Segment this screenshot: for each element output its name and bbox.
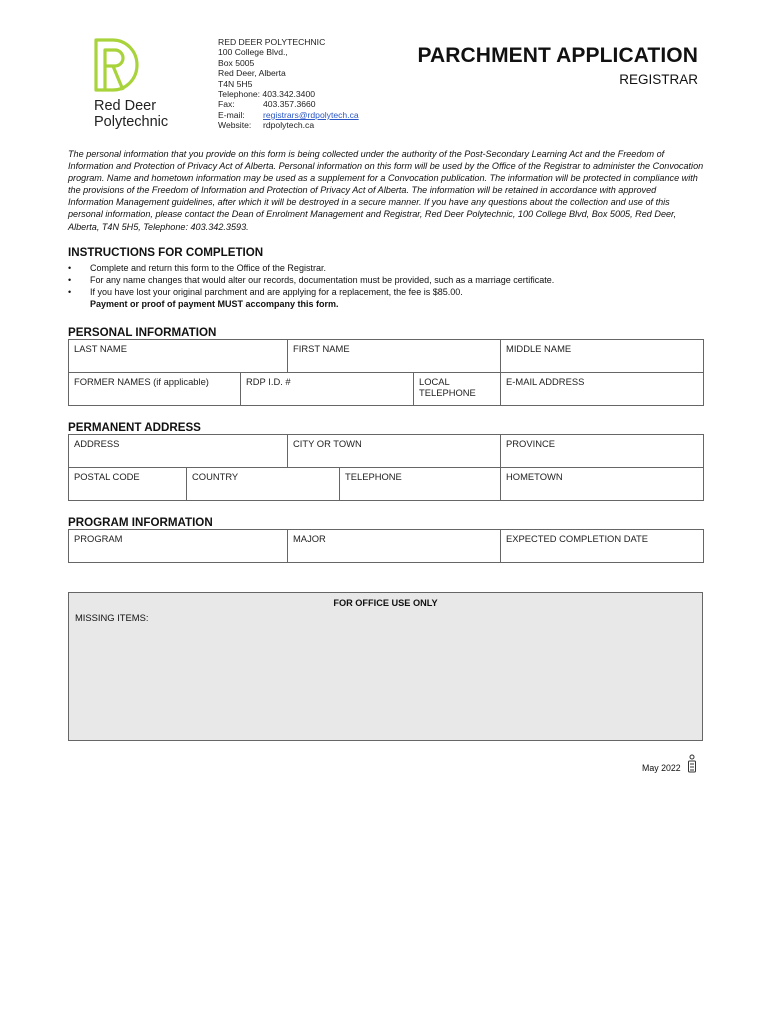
rdp-id-field[interactable]: RDP I.D. # bbox=[241, 373, 414, 406]
postal-code-field[interactable]: POSTAL CODE bbox=[69, 468, 187, 501]
hometown-field[interactable]: HOMETOWN bbox=[501, 468, 704, 501]
website-line: Website: rdpolytech.ca bbox=[218, 120, 315, 131]
completion-date-field[interactable]: EXPECTED COMPLETION DATE bbox=[501, 530, 704, 563]
program-field[interactable]: PROGRAM bbox=[69, 530, 288, 563]
revision-date: May 2022 bbox=[642, 763, 681, 773]
logo-name-line2: Polytechnic bbox=[94, 114, 169, 130]
privacy-statement: The personal information that you provide on this form is being collected under the authority of the Post-Secondary Learning Act and the Freedom of Information and Protection of Privacy Act of Alberta. Personal information on this form will be used by the Office of the Registrar to administer the Convocation program. Name and hometown information may be used as a supplement for a Convocation publication. The information will be protected in compliance with the provisions of the Freedom of Information and Protection of Privacy Act of Alberta. The information will be retained in accordance with approved Information Management guidelines, after which it will be destroyed in a secure manner. If you have any questions about the collection and use of this personal information, please contact the Dean of Enrolment Management and Registrar, Red Deer Polytechnic, 100 College Blvd, Box 5005, Red Deer, Alberta, T4N 5H5, Telephone: 403.342.3593. bbox=[68, 149, 704, 232]
office-use-heading: FOR OFFICE USE ONLY bbox=[333, 598, 438, 608]
former-names-field[interactable]: FORMER NAMES (if applicable) bbox=[69, 373, 241, 406]
list-item: • For any name changes that would alter our records, documentation must be provided, such as a marriage certificate. bbox=[68, 275, 555, 285]
telephone-line: Telephone: 403.342.3400 bbox=[218, 89, 316, 100]
telephone-field[interactable]: TELEPHONE bbox=[340, 468, 501, 501]
fax-line: Fax: 403.357.3660 bbox=[218, 99, 316, 110]
middle-name-field[interactable]: MIDDLE NAME bbox=[501, 340, 704, 373]
address-line: T4N 5H5 bbox=[218, 78, 253, 89]
last-name-field[interactable]: LAST NAME bbox=[69, 340, 288, 373]
personal-info-heading: PERSONAL INFORMATION bbox=[68, 326, 217, 339]
office-use-box bbox=[68, 592, 703, 741]
payment-note: Payment or proof of payment MUST accompany this form. bbox=[90, 299, 339, 309]
country-field[interactable]: COUNTRY bbox=[187, 468, 340, 501]
recycle-icon bbox=[687, 754, 697, 774]
address-line: Box 5005 bbox=[218, 57, 255, 68]
instructions-heading: INSTRUCTIONS FOR COMPLETION bbox=[68, 246, 264, 259]
missing-items-label: MISSING ITEMS: bbox=[75, 612, 149, 623]
first-name-field[interactable]: FIRST NAME bbox=[288, 340, 501, 373]
local-telephone-field[interactable]: LOCAL TELEPHONE bbox=[414, 373, 501, 406]
instructions-list bbox=[68, 262, 554, 310]
list-item: • If you have lost your original parchment and are applying for a replacement, the fee is $85.00. bbox=[68, 287, 463, 297]
major-field[interactable]: MAJOR bbox=[288, 530, 501, 563]
address-heading: PERMANENT ADDRESS bbox=[68, 421, 201, 434]
logo-name-line1: Red Deer bbox=[94, 98, 157, 114]
page-title: PARCHMENT APPLICATION bbox=[417, 44, 698, 67]
address-table bbox=[68, 434, 704, 501]
program-heading: PROGRAM INFORMATION bbox=[68, 516, 213, 529]
email-line: E-mail: registrars@rdpolytech.ca bbox=[218, 109, 359, 120]
province-field[interactable]: PROVINCE bbox=[501, 435, 704, 468]
program-table bbox=[68, 529, 704, 563]
list-item: • Complete and return this form to the Office of the Registrar. bbox=[68, 263, 326, 273]
contact-block bbox=[218, 37, 359, 131]
address-line: 100 College Blvd., bbox=[218, 47, 288, 58]
city-field[interactable]: CITY OR TOWN bbox=[288, 435, 501, 468]
email-link[interactable]: registrars@rdpolytech.ca bbox=[263, 109, 359, 120]
address-field[interactable]: ADDRESS bbox=[69, 435, 288, 468]
personal-info-table bbox=[68, 339, 704, 406]
address-line: Red Deer, Alberta bbox=[218, 68, 286, 79]
email-field[interactable]: E-MAIL ADDRESS bbox=[501, 373, 704, 406]
page-subtitle: REGISTRAR bbox=[619, 72, 698, 87]
rdp-logo-mark bbox=[93, 38, 143, 92]
institution-name: RED DEER POLYTECHNIC bbox=[218, 37, 326, 47]
